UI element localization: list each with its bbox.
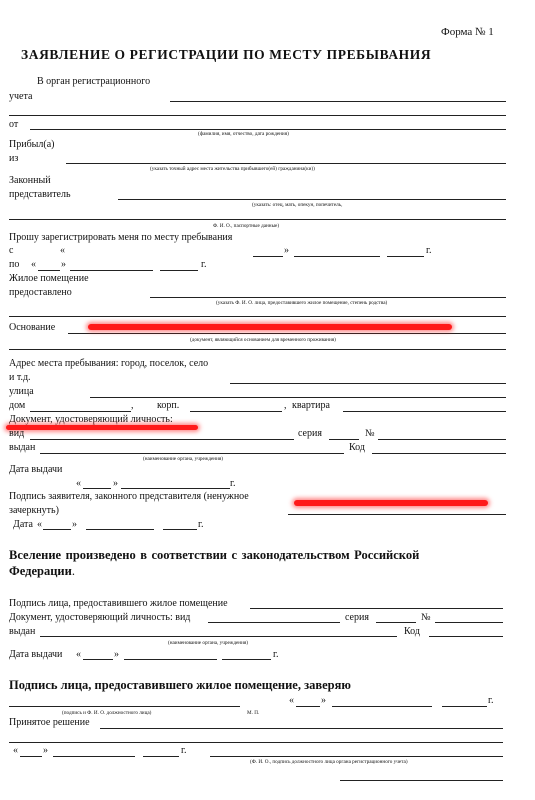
stamp-place-label: М. П. <box>247 710 260 716</box>
from-year-g: г. <box>426 245 432 256</box>
organ-field-2[interactable] <box>9 115 506 116</box>
provider-date-quote-close: » <box>114 649 119 660</box>
arrived-caption: (указать точный адрес места жительства прибывшего(ей) гражданина(ки)) <box>150 166 315 172</box>
provider-date-quote-open: « <box>76 649 81 660</box>
applicant-signature-label-2: зачеркнуть) <box>9 505 59 516</box>
issued-field[interactable] <box>40 453 344 454</box>
issue-year-g: г. <box>230 478 236 489</box>
basis-field[interactable] <box>68 333 506 334</box>
from-field[interactable] <box>30 129 506 130</box>
from-caption: (фамилия, имя, отчество, дата рождения) <box>198 131 289 137</box>
provider-number-field[interactable] <box>435 622 503 623</box>
code-label: Код <box>349 442 365 453</box>
certify-heading: Подпись лица, предоставившего жилое помещение, заверяю <box>9 678 351 692</box>
issue-year-field[interactable] <box>196 488 230 489</box>
redaction-mark <box>88 324 452 330</box>
reg-official-signature-field[interactable] <box>210 756 503 757</box>
from-date-c: с <box>9 245 14 256</box>
issue-date-quote-close: » <box>113 478 118 489</box>
request-text: Прошу зарегистрировать меня по месту пребывания <box>9 232 233 243</box>
street-field[interactable] <box>90 397 506 398</box>
basis-field-2[interactable] <box>9 349 506 350</box>
issued-label: выдан <box>9 442 36 453</box>
to-year-g: г. <box>201 259 207 270</box>
form-number: Форма № 1 <box>441 26 494 38</box>
rep-caption-2: Ф. И. О., паспортные данные) <box>213 223 280 229</box>
redaction-mark-3 <box>294 500 488 506</box>
id-kind-field[interactable] <box>30 439 294 440</box>
to-date-quote-close: » <box>61 259 66 270</box>
decision-month-field[interactable] <box>53 756 135 757</box>
sign-month-field[interactable] <box>86 529 154 530</box>
provider-signature-label: Подпись лица, предоставившего жилое помещение <box>9 598 228 609</box>
sign-year-g: г. <box>198 519 204 530</box>
settlement-heading-2: Федерации <box>9 564 72 578</box>
bottom-signature-field[interactable] <box>340 780 503 781</box>
sign-date-quote-open: « <box>37 519 42 530</box>
arrived-label-2: из <box>9 153 19 164</box>
to-date-quote-open: « <box>31 259 36 270</box>
certify-year-field[interactable] <box>442 706 487 707</box>
code-field[interactable] <box>372 453 506 454</box>
rep-field[interactable] <box>118 199 506 200</box>
certify-month-field[interactable] <box>332 706 432 707</box>
corp-label: корп. <box>157 400 180 411</box>
arrived-label: Прибыл(а) <box>9 139 55 150</box>
to-year-field[interactable] <box>160 270 198 271</box>
decision-field[interactable] <box>100 728 503 729</box>
corp-comma: , <box>284 400 287 411</box>
organ-label: В орган регистрационного <box>37 76 151 87</box>
decision-day-field[interactable] <box>20 756 42 757</box>
organ-field[interactable] <box>170 101 506 102</box>
address-label-2: и т.д. <box>9 372 31 383</box>
issued-caption: (наименование органа, учреждения) <box>143 456 223 462</box>
decision-field-2[interactable] <box>9 742 503 743</box>
house-comma: , <box>131 400 134 411</box>
certify-day-field[interactable] <box>296 706 320 707</box>
to-day-field[interactable] <box>38 270 60 271</box>
provider-id-kind-label: Документ, удостоверяющий личность: вид <box>9 612 191 623</box>
provider-issue-day-field[interactable] <box>83 659 113 660</box>
to-month-field[interactable] <box>70 270 153 271</box>
from-date-quote-open: « <box>60 245 65 256</box>
issue-day-field[interactable] <box>83 488 111 489</box>
provider-series-label: серия <box>345 612 369 623</box>
sign-date-label: Дата <box>13 519 33 530</box>
provider-issue-year-g: г. <box>273 649 279 660</box>
official-signature-caption: (подпись и Ф. И. О. должностного лица) <box>62 710 152 716</box>
issue-date-quote-open: « <box>76 478 81 489</box>
decision-label: Принятое решение <box>9 717 90 728</box>
basis-caption: (документ, являющийся основанием для временного проживания) <box>190 337 336 343</box>
provider-issued-label: выдан <box>9 626 36 637</box>
basis-label: Основание <box>9 322 56 333</box>
provider-series-field[interactable] <box>376 622 416 623</box>
sign-year-field[interactable] <box>163 529 197 530</box>
from-date-quote-close: » <box>284 245 289 256</box>
from-day-field[interactable] <box>253 256 283 257</box>
provider-issue-date-label: Дата выдачи <box>9 649 63 660</box>
rep-caption: (указать: отец, мать, опекун, попечитель, <box>252 202 343 208</box>
decision-date-quote-open: « <box>13 745 18 756</box>
issue-date-label: Дата выдачи <box>9 464 63 475</box>
rep-field-2[interactable] <box>9 219 506 220</box>
id-series-field[interactable] <box>329 439 359 440</box>
certify-year-g: г. <box>488 695 494 706</box>
address-label: Адрес места пребывания: город, поселок, село <box>9 358 209 369</box>
official-signature-field[interactable] <box>9 706 240 707</box>
id-kind-label: вид <box>9 428 25 439</box>
rep-label: Законный <box>9 175 51 186</box>
provider-signature-field[interactable] <box>250 608 503 609</box>
from-month-field[interactable] <box>294 256 380 257</box>
address-field[interactable] <box>230 383 506 384</box>
id-document-label: Документ, удостоверяющий личность: <box>9 414 173 425</box>
housing-label-2: предоставлено <box>9 287 72 298</box>
page-title: ЗАЯВЛЕНИЕ О РЕГИСТРАЦИИ ПО МЕСТУ ПРЕБЫВАНИЯ <box>21 47 432 62</box>
decision-year-field[interactable] <box>143 756 179 757</box>
id-number-field[interactable] <box>378 439 506 440</box>
provider-number-label: № <box>421 612 431 623</box>
apartment-label: квартира <box>292 400 330 411</box>
decision-year-g: г. <box>181 745 187 756</box>
provider-issue-month-field[interactable] <box>124 659 217 660</box>
redaction-mark-2 <box>6 425 198 430</box>
reg-official-caption: (Ф. И. О., подпись должностного лица органа регистрационного учета) <box>250 759 408 765</box>
applicant-signature-label: Подпись заявителя, законного представителя (ненужное <box>9 491 249 502</box>
sign-date-quote-close: » <box>72 519 77 530</box>
id-series-label: серия <box>298 428 322 439</box>
id-number-label: № <box>365 428 375 439</box>
settlement-heading-line-2 <box>9 564 75 579</box>
certify-date-quote-open: « <box>289 695 294 706</box>
provider-issue-year-field[interactable] <box>222 659 271 660</box>
provider-id-kind-field[interactable] <box>208 622 340 623</box>
provider-code-label: Код <box>404 626 420 637</box>
settlement-heading: Вселение произведено в соответствии с законодательством Российской <box>9 548 420 562</box>
housing-field-2[interactable] <box>9 316 506 317</box>
sign-day-field[interactable] <box>43 529 71 530</box>
housing-label: Жилое помещение <box>9 273 89 284</box>
housing-field[interactable] <box>150 297 506 298</box>
provider-issued-caption: (наименование органа, учреждения) <box>168 640 248 646</box>
rep-label-2: представитель <box>9 189 71 200</box>
settlement-heading-dot: . <box>71 564 75 578</box>
provider-code-field[interactable] <box>429 636 503 637</box>
housing-caption: (указать Ф. И. О. лица, предоставившего жилое помещение, степень родства) <box>216 300 388 306</box>
organ-label-2: учета <box>9 91 33 102</box>
applicant-signature-field[interactable] <box>288 514 506 515</box>
certify-date-quote-close: » <box>321 695 326 706</box>
house-field[interactable] <box>30 411 131 412</box>
house-label: дом <box>9 400 26 411</box>
decision-date-quote-close: » <box>43 745 48 756</box>
arrived-field[interactable] <box>66 163 506 164</box>
from-label: от <box>9 119 19 130</box>
apartment-field[interactable] <box>343 411 506 412</box>
to-date-po: по <box>9 259 20 270</box>
street-label: улица <box>9 386 34 397</box>
corp-field[interactable] <box>190 411 282 412</box>
from-year-field[interactable] <box>387 256 424 257</box>
provider-issued-field[interactable] <box>40 636 397 637</box>
